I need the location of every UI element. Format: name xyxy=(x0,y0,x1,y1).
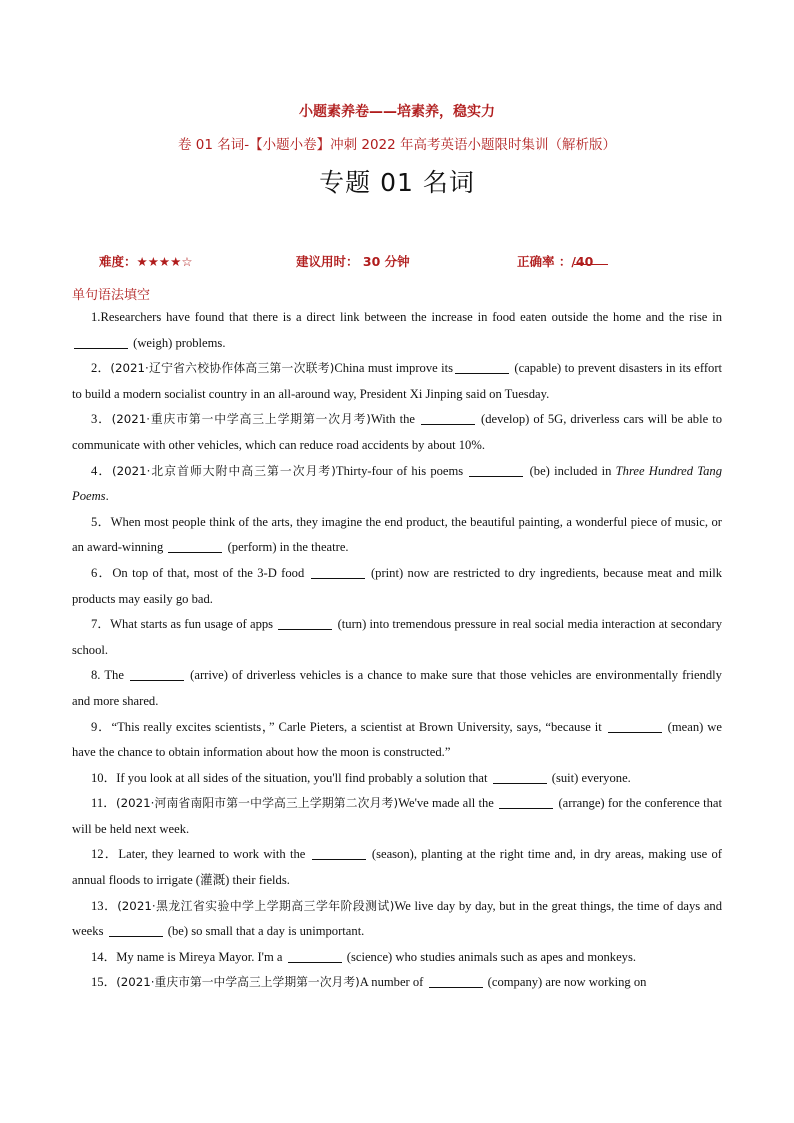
question-text: (develop) of 5G, driverless cars will be able to communicate with other vehicles, which can reduce road accidents by about 10%. xyxy=(72,412,723,452)
question-text: 4． xyxy=(91,463,112,478)
question-source: (2021·重庆市第一中学高三上学期第一次月考) xyxy=(111,412,371,427)
question-text: We live day by day, but in the great things, the time of days and weeks xyxy=(72,898,723,939)
question-text: China must improve its xyxy=(334,361,454,376)
answer-blank[interactable] xyxy=(74,335,128,349)
question-text: (arrive) of driverless vehicles is a chance to make sure that those vehicles are environmentally friendly and more shared. xyxy=(72,668,722,708)
accuracy-label: 正确率 ： xyxy=(517,254,572,269)
question-item xyxy=(72,561,722,612)
answer-blank[interactable] xyxy=(109,923,163,937)
answer-blank[interactable] xyxy=(493,770,547,784)
question-text: 12．Later, they learned to work with the xyxy=(91,847,310,862)
answer-blank[interactable] xyxy=(312,846,366,860)
question-text: . xyxy=(105,489,109,504)
answer-blank[interactable] xyxy=(455,360,509,374)
question-text: 2． xyxy=(91,361,111,376)
question-text: (science) who studies animals such as apes and monkeys. xyxy=(343,949,637,964)
question-item xyxy=(72,612,722,663)
page-title: 专题 01 名词 xyxy=(319,168,475,197)
question-item xyxy=(72,305,722,356)
question-text: (mean) we have the chance to obtain information about how the moon is constructed.” xyxy=(72,719,722,760)
question-text: 14．My name is Mireya Mayor. I'm a xyxy=(91,949,286,964)
question-text: (weigh) problems. xyxy=(130,335,226,350)
question-text: (be) included in xyxy=(525,463,616,478)
question-item xyxy=(72,945,722,971)
slogan: 小题素养卷——培素养，稳实力 xyxy=(299,104,495,120)
accuracy-blank[interactable] xyxy=(574,252,608,265)
question-text: (be) so small that a day is unimportant. xyxy=(164,924,365,939)
question-item xyxy=(72,715,722,766)
question-item xyxy=(72,407,722,458)
question-text: Thirty-four of his poems xyxy=(335,463,468,478)
question-text: 10．If you look at all sides of the situation, you'll find probably a solution that xyxy=(91,770,491,785)
question-item xyxy=(72,791,722,842)
answer-blank[interactable] xyxy=(288,949,342,963)
answer-blank[interactable] xyxy=(278,616,332,630)
question-text: (season), planting at the right time and, in dry areas, making use of annual floods to irrigate (灌溉) their fields. xyxy=(72,847,722,888)
suggested-time xyxy=(296,252,410,270)
question-text: 15． xyxy=(91,975,117,990)
question-item xyxy=(72,459,722,510)
question-source: (2021·重庆市第一中学高三上学期第一次月考) xyxy=(116,975,360,990)
question-text: 1.Researchers have found that there is a direct link between the increase in food eaten outside the home and the rise in xyxy=(91,310,722,324)
question-source: (2021·辽宁省六校协作体高三第一次联考) xyxy=(110,361,335,376)
question-text: 3． xyxy=(91,412,112,427)
question-text: (capable) to prevent disasters in its effort to build a modern socialist country in an all-around way, President Xi Jinping said on Tuesday. xyxy=(72,361,723,401)
question-text: 9．“This really excites scientists，” Carle Pieters, a scientist at Brown University, says, “because it xyxy=(91,719,606,734)
difficulty xyxy=(99,252,193,270)
answer-blank[interactable] xyxy=(421,411,475,425)
question-text: 11． xyxy=(91,796,117,811)
accuracy xyxy=(517,252,593,270)
question-list xyxy=(72,305,722,996)
subtitle: 卷 01 名词-【小题小卷】冲刺 2022 年高考英语小题限时集训（解析版） xyxy=(177,137,617,153)
question-italic-title: Three Hundred Tang Poems xyxy=(72,463,722,504)
answer-blank[interactable] xyxy=(130,667,184,681)
question-text: 6．On top of that, most of the 3-D food xyxy=(91,565,309,580)
question-text: (turn) into tremendous pressure in real social media interaction at secondary school. xyxy=(72,617,722,657)
question-text: (arrange) for the conference that will be held next week. xyxy=(72,796,723,836)
answer-blank[interactable] xyxy=(311,565,365,579)
section-title: 单句语法填空 xyxy=(72,288,151,303)
answer-blank[interactable] xyxy=(168,539,222,553)
question-text: A number of xyxy=(359,975,427,990)
question-text: 5．When most people think of the arts, they imagine the end product, the beautiful painting, a wonderful piece of music, or an award-winning xyxy=(72,514,722,555)
question-text: We've made all the xyxy=(398,796,498,811)
question-item xyxy=(72,970,722,996)
difficulty-stars: ★★★★☆ xyxy=(136,254,193,269)
time-value: 30 分钟 xyxy=(362,254,410,269)
answer-blank[interactable] xyxy=(429,974,483,988)
question-text: (company) are now working on xyxy=(484,975,647,990)
question-text: 8. The xyxy=(91,668,129,683)
answer-blank[interactable] xyxy=(608,719,662,733)
question-item xyxy=(72,510,722,561)
question-text: 13． xyxy=(91,898,118,913)
question-item xyxy=(72,842,722,893)
question-text: (print) now are restricted to dry ingredients, because meat and milk products may easily go bad. xyxy=(72,565,722,606)
question-source: (2021·北京首师大附中高三第一次月考) xyxy=(112,463,336,478)
question-text: 7．What starts as fun usage of apps xyxy=(91,617,277,632)
difficulty-label: 难度： xyxy=(99,254,137,269)
question-item xyxy=(72,766,722,792)
question-text: With the xyxy=(370,412,420,427)
question-text: (suit) everyone. xyxy=(548,770,631,785)
question-item xyxy=(72,894,722,945)
time-label: 建议用时： xyxy=(296,254,359,269)
question-source: (2021·河南省南阳市第一中学高三上学期第二次月考) xyxy=(116,796,399,811)
answer-blank[interactable] xyxy=(499,795,553,809)
question-item xyxy=(72,663,722,714)
answer-blank[interactable] xyxy=(469,463,523,477)
question-item xyxy=(72,356,722,407)
question-text: (perform) in the theatre. xyxy=(224,540,349,555)
meta-row xyxy=(99,252,719,270)
accuracy-total: /40 xyxy=(571,254,594,269)
question-source: (2021·黑龙江省实验中学上学期高三学年阶段测试) xyxy=(117,898,395,913)
